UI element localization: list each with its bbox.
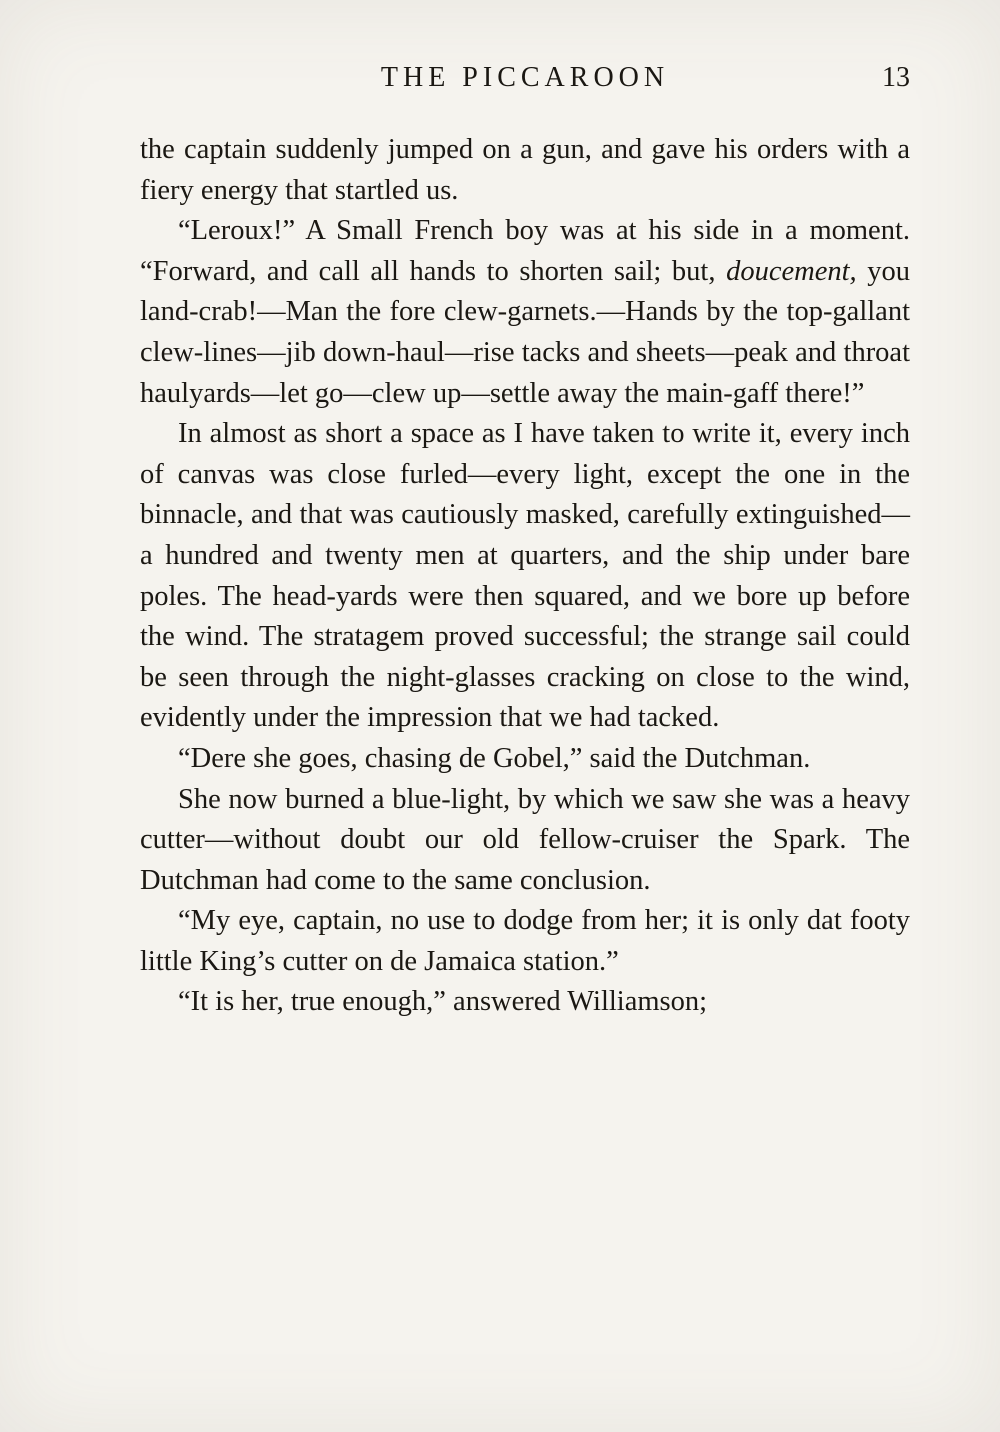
text-run: the captain suddenly jumped on a gun, and gave his orders with a fiery energy that startled us.: [140, 134, 910, 206]
text-run: “It is her, true enough,” answered Williamson;: [178, 986, 708, 1018]
paragraph: [140, 414, 910, 739]
text-run: “My eye, captain, no use to dodge from her; it is only dat footy little King’s cutter on de Jamaica station.”: [140, 905, 910, 977]
page-header: [140, 62, 910, 106]
paragraph: [140, 739, 910, 780]
text-run: “Leroux!” A Small French boy was at his side in a moment. “Forward, and call all hands to shorten sail; but,: [140, 215, 910, 287]
page-number: 13: [882, 62, 910, 93]
text-run: In almost as short a space as I have taken to write it, every inch of canvas was close furled—every light, except the one in the binnacle, and that was cautiously masked, carefully extinguished—a hundred and twenty men at quarters, and the ship under bare poles. The head-yards were then squared, and we bore up before the wind. The stratagem proved successful; the strange sail could be seen through the night-glasses cracking on close to the wind, evidently under the impression that we had tacked.: [140, 418, 910, 734]
paragraph: [140, 130, 910, 211]
italic-run: doucement,: [726, 255, 857, 287]
running-title: THE PICCAROON: [380, 62, 670, 93]
paragraph: [140, 780, 910, 902]
text-run: She now burned a blue-light, by which we saw she was a heavy cutter—without doubt our old fellow-cruiser the Spark. The Dutchman had come to the same conclusion.: [140, 783, 910, 896]
text-run: you land-crab!—Man the fore clew-garnets.—Hands by the top-gallant clew-lines—jib down-haul—rise tacks and sheets—peak and throat haulyards—let go—clew up—settle away the main-gaff there!”: [140, 255, 911, 409]
text-run: “Dere she goes, chasing de Gobel,” said the Dutchman.: [178, 742, 811, 774]
paragraph: [140, 901, 910, 982]
paragraph: [140, 211, 910, 414]
page-text: [140, 130, 910, 1023]
paragraph: [140, 982, 910, 1023]
